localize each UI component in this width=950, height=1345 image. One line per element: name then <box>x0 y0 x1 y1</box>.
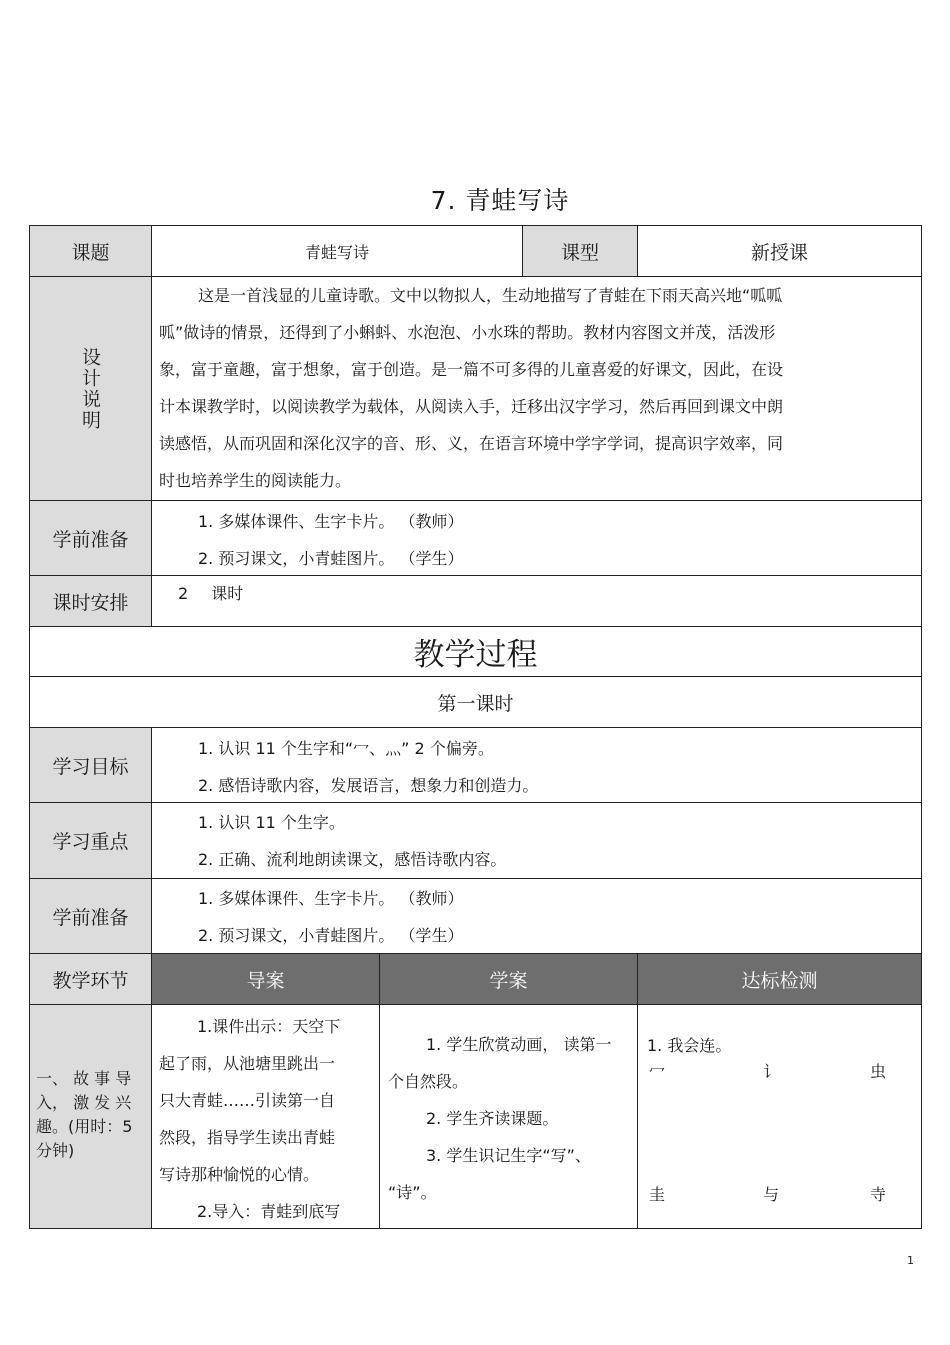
guide-line: 然段，指导学生读出青蛙 <box>159 1128 336 1147</box>
page-title: 7. 青蛙写诗 <box>430 186 570 215</box>
match-bottom-2: 与 <box>763 1185 780 1204</box>
match-top-2: 讠 <box>763 1062 780 1081</box>
lesson-heading: 第一课时 <box>29 677 922 728</box>
goals-text <box>198 730 921 802</box>
design-line: 这是一首浅显的儿童诗歌。文中以物拟人，生动地描写了青蛙在下雨天高兴地“呱呱 <box>198 286 783 305</box>
study-line: 1. 学生欣赏动画， 读第一 <box>426 1035 612 1054</box>
guide-cell <box>152 1005 380 1228</box>
stage-line: 一、 故 事 导 <box>36 1069 132 1088</box>
design-row <box>29 277 922 501</box>
schedule-count: 2 <box>178 584 189 603</box>
topic-value: 青蛙写诗 <box>152 226 523 276</box>
prep-line: 1. 多媒体课件、生字卡片。 （教师） <box>198 512 464 531</box>
guide-line: 2.导入：青蛙到底写 <box>197 1202 341 1221</box>
stage-cell <box>30 1005 152 1228</box>
process-heading: 教学过程 <box>29 627 922 677</box>
keypoints-line: 1. 认识 11 个生字。 <box>198 813 345 832</box>
stage-header: 教学环节 <box>30 954 152 1004</box>
prep-label-2: 学前准备 <box>30 879 152 953</box>
study-header: 学案 <box>380 954 638 1004</box>
check-header: 达标检测 <box>638 954 921 1004</box>
check-cell <box>638 1005 921 1228</box>
prep-line: 2. 预习课文，小青蛙图片。 （学生） <box>198 926 464 945</box>
schedule-row <box>29 576 922 627</box>
type-label: 课型 <box>523 226 638 276</box>
guide-header: 导案 <box>152 954 380 1004</box>
schedule-value <box>178 576 921 626</box>
keypoints-text <box>198 804 921 878</box>
topic-label: 课题 <box>30 226 152 276</box>
match-bottom-1: 圭 <box>649 1185 666 1204</box>
prep-text-2 <box>198 880 921 953</box>
stage-line: 分钟) <box>36 1141 75 1160</box>
design-label-cell <box>30 277 152 500</box>
goals-line: 1. 认识 11 个生字和“冖、灬” 2 个偏旁。 <box>198 739 494 758</box>
stage-row <box>29 1005 922 1229</box>
prep-row <box>29 501 922 576</box>
study-line: “诗”。 <box>388 1183 437 1202</box>
schedule-label: 课时安排 <box>30 576 152 626</box>
goals-label: 学习目标 <box>30 728 152 802</box>
guide-line: 1.课件出示：天空下 <box>197 1017 341 1036</box>
design-text <box>159 277 921 500</box>
goals-row <box>29 728 922 803</box>
keypoints-line: 2. 正确、流利地朗读课文，感悟诗歌内容。 <box>198 850 507 869</box>
prep-line: 1. 多媒体课件、生字卡片。 （教师） <box>198 889 464 908</box>
study-cell <box>380 1005 638 1228</box>
guide-line: 只大青蛙……引读第一自 <box>159 1091 336 1110</box>
schedule-unit: 课时 <box>211 584 244 603</box>
design-line: 时也培养学生的阅读能力。 <box>159 471 352 490</box>
page-number: 1 <box>907 1254 914 1267</box>
guide-line: 起了雨，从池塘里跳出一 <box>159 1054 336 1073</box>
keypoints-label: 学习重点 <box>30 803 152 878</box>
lesson-plan-table <box>29 225 922 1229</box>
match-top-3: 虫 <box>870 1062 887 1081</box>
design-line: 计本课教学时，以阅读教学为载体，从阅读入手，迁移出汉字学习，然后再回到课文中朗 <box>159 397 784 416</box>
guide-line: 写诗那种愉悦的心情。 <box>159 1165 320 1184</box>
study-line: 个自然段。 <box>388 1072 469 1091</box>
prep-row-2 <box>29 879 922 954</box>
prep-text <box>198 503 921 575</box>
design-label: 设计说明 <box>79 346 101 431</box>
design-line: 象，富于童趣，富于想象，富于创造。是一篇不可多得的儿童喜爱的好课文，因此，在设 <box>159 360 784 379</box>
stage-header-row <box>29 954 922 1005</box>
stage-line: 趣。(用时：5 <box>36 1117 133 1136</box>
match-top-1: 冖 <box>649 1062 666 1081</box>
study-line: 3. 学生识记生字“写”、 <box>426 1146 591 1165</box>
check-title: 1. 我会连。 <box>647 1036 732 1055</box>
prep-label: 学前准备 <box>30 501 152 575</box>
study-line: 2. 学生齐读课题。 <box>426 1109 559 1128</box>
prep-line: 2. 预习课文，小青蛙图片。 （学生） <box>198 549 464 568</box>
design-line: 读感悟，从而巩固和深化汉字的音、形、义，在语言环境中学字学词，提高识字效率，同 <box>159 434 784 453</box>
type-value: 新授课 <box>750 241 808 264</box>
stage-line: 入， 激 发 兴 <box>36 1093 132 1112</box>
design-line: 呱”做诗的情景，还得到了小蝌蚪、水泡泡、小水珠的帮助。教材内容图文并茂，活泼形 <box>159 323 776 342</box>
goals-line: 2. 感悟诗歌内容，发展语言，想象力和创造力。 <box>198 776 539 795</box>
topic-row <box>29 225 922 277</box>
keypoints-row <box>29 803 922 879</box>
match-bottom-3: 寺 <box>870 1185 887 1204</box>
